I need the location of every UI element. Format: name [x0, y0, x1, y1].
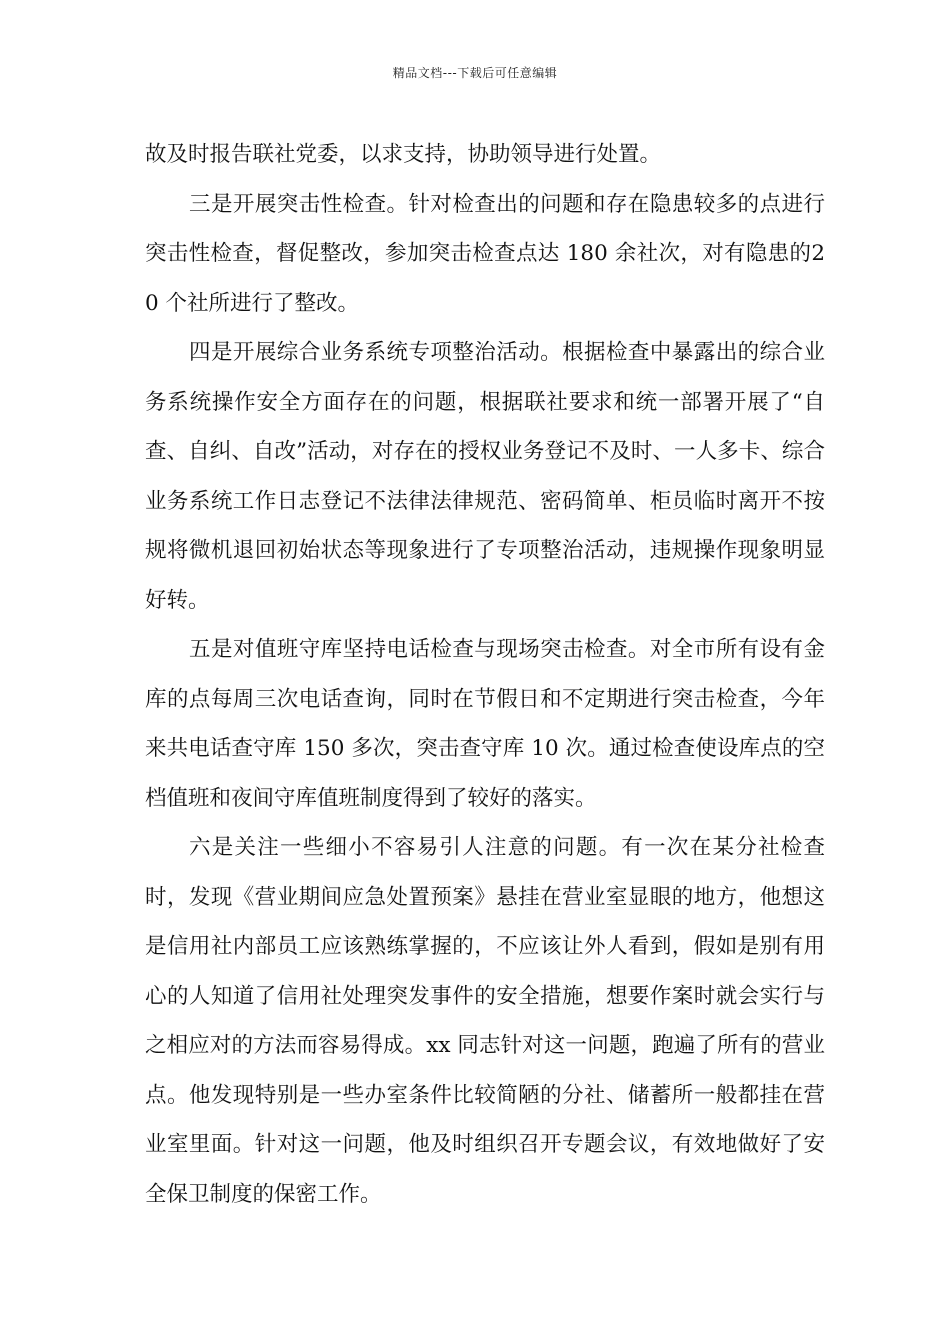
- paragraph-six: 六是关注一些细小不容易引人注意的问题。有一次在某分社检查时，发现《营业期间应急处置预案》悬挂在营业室显眼的地方，他想这是信用社内部员工应该熟练掌握的，不应该让外人看到，假如是别有用心的人知道了信用社处理突发事件的安全措施，想要作案时就会实行与之相应对的方法而容易得成。xx 同志针对这一问题，跑遍了所有的营业点。他发现特别是一些办室条件比较简陋的分社、储蓄所一般都挂在营业室里面。针对这一问题，他及时组织召开专题会议，有效地做好了安全保卫制度的保密工作。: [145, 835, 825, 1207]
- paragraph-continuation: 故及时报告联社党委，以求支持，协助领导进行处置。: [145, 142, 662, 167]
- paragraph-four: 四是开展综合业务系统专项整治活动。根据检查中暴露出的综合业务系统操作安全方面存在的问题，根据联社要求和统一部署开展了“自查、自纠、自改”活动，对存在的授权业务登记不及时、一人多卡、综合业务系统工作日志登记不法律法律规范、密码简单、柜员临时离开不按规将微机退回初始状态等现象进行了专项整治活动，违规操作现象明显好转。: [145, 340, 825, 613]
- paragraph-five: 五是对值班守库坚持电话检查与现场突击检查。对全市所有设有金库的点每周三次电话查询，同时在节假日和不定期进行突击检查，今年来共电话查守库 150 多次，突击查守库 10 次。通过检查使设库点的空档值班和夜间守库值班制度得到了较好的落实。: [145, 637, 825, 811]
- paragraph-three: 三是开展突击性检查。针对检查出的问题和存在隐患较多的点进行突击性检查，督促整改，参加突击检查点达 180 余社次，对有隐患的20 个社所进行了整改。: [145, 191, 825, 316]
- document-body: [145, 130, 825, 1219]
- page-header: 精品文档---下载后可任意编辑: [392, 66, 558, 80]
